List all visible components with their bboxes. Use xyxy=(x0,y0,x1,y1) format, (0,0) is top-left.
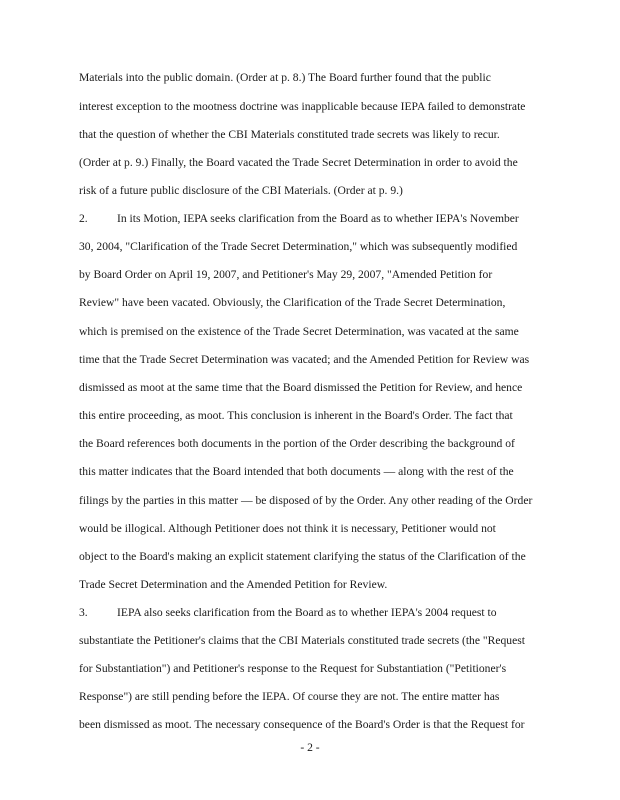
paragraph-2-first-line xyxy=(79,212,519,226)
text-line: filings by the parties in this matter — be disposed of by the Order. Any other reading of the Order xyxy=(79,494,533,507)
text-line: dismissed as moot at the same time that the Board dismissed the Petition for Review, and hence xyxy=(79,381,523,394)
text-line: 30, 2004, "Clarification of the Trade Secret Determination," which was subsequently modified xyxy=(79,240,518,253)
text-line: been dismissed as moot. The necessary consequence of the Board's Order is that the Request for xyxy=(79,718,525,731)
text-line: time that the Trade Secret Determination was vacated; and the Amended Petition for Review was xyxy=(79,353,530,366)
paragraph-number: 2. xyxy=(79,212,88,225)
text-line: object to the Board's making an explicit statement clarifying the status of the Clarification of the xyxy=(79,550,526,563)
text-line: which is premised on the existence of the Trade Secret Determination, was vacated at the same xyxy=(79,325,519,338)
text-line: the Board references both documents in the portion of the Order describing the background of xyxy=(79,437,515,450)
paragraph-number: 3. xyxy=(79,606,88,619)
text-line: (Order at p. 9.) Finally, the Board vacated the Trade Secret Determination in order to avoid the xyxy=(79,156,518,169)
text-line: that the question of whether the CBI Materials constituted trade secrets was likely to recur. xyxy=(79,128,500,141)
text-line: Response") are still pending before the IEPA. Of course they are not. The entire matter has xyxy=(79,690,500,703)
text-line: this matter indicates that the Board intended that both documents — along with the rest of the xyxy=(79,465,514,478)
text-line: interest exception to the mootness doctrine was inapplicable because IEPA failed to demonstrate xyxy=(79,100,526,113)
text-line: IEPA also seeks clarification from the Board as to whether IEPA's 2004 request to xyxy=(117,606,497,619)
text-line: Review" have been vacated. Obviously, the Clarification of the Trade Secret Determination, xyxy=(79,296,506,309)
paragraph-3-first-line xyxy=(79,606,497,620)
text-line: this entire proceeding, as moot. This conclusion is inherent in the Board's Order. The fact that xyxy=(79,409,513,422)
page-number: - 2 - xyxy=(300,741,320,754)
text-line: Trade Secret Determination and the Amended Petition for Review. xyxy=(79,578,388,591)
text-line: would be illogical. Although Petitioner does not think it is necessary, Petitioner would not xyxy=(79,522,496,535)
text-line: by Board Order on April 19, 2007, and Petitioner's May 29, 2007, "Amended Petition for xyxy=(79,268,493,281)
text-line: for Substantiation") and Petitioner's response to the Request for Substantiation ("Petitioner's xyxy=(79,662,507,675)
text-line: Materials into the public domain. (Order at p. 8.) The Board further found that the public xyxy=(79,71,491,84)
text-line: In its Motion, IEPA seeks clarification from the Board as to whether IEPA's November xyxy=(117,212,519,225)
text-line: risk of a future public disclosure of the CBI Materials. (Order at p. 9.) xyxy=(79,184,403,197)
text-line: substantiate the Petitioner's claims that the CBI Materials constituted trade secrets (the "Request xyxy=(79,634,525,647)
